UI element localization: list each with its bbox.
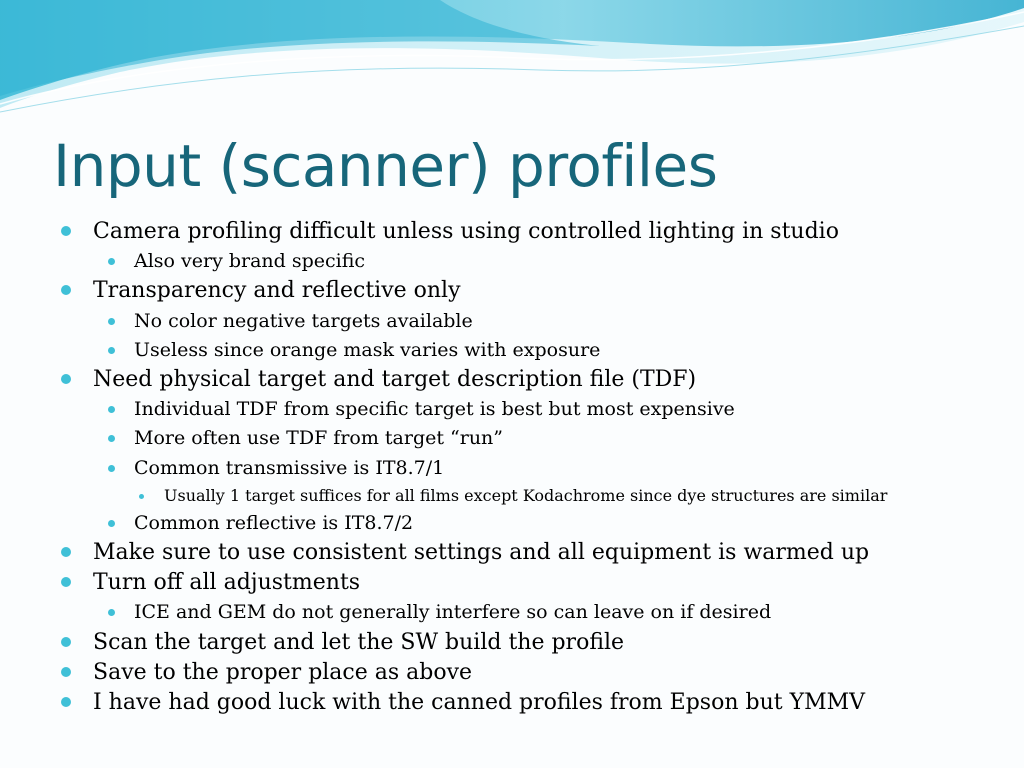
bullet-level-1: Scan the target and let the SW build the profile	[60, 628, 1010, 658]
bullet-list	[60, 217, 1010, 718]
bullet-level-2: Common transmissive is IT8.7/1	[60, 454, 1010, 483]
bullet-level-1: Need physical target and target description file (TDF)	[60, 365, 1010, 395]
bullet-level-2: Individual TDF from specific target is best but most expensive	[60, 395, 1010, 424]
bullet-level-1: Make sure to use consistent settings and all equipment is warmed up	[60, 538, 1010, 568]
bullet-level-2: Common reflective is IT8.7/2	[60, 509, 1010, 538]
bullet-level-1: Save to the proper place as above	[60, 658, 1010, 688]
bullet-level-1: I have had good luck with the canned profiles from Epson but YMMV	[60, 688, 1010, 718]
bullet-level-2: ICE and GEM do not generally interfere so can leave on if desired	[60, 598, 1010, 627]
header-wave-decoration	[0, 0, 1024, 130]
bullet-level-1: Transparency and reflective only	[60, 276, 1010, 306]
bullet-level-2: More often use TDF from target “run”	[60, 424, 1010, 453]
bullet-level-2: No color negative targets available	[60, 307, 1010, 336]
bullet-level-2: Also very brand specific	[60, 247, 1010, 276]
bullet-level-2: Useless since orange mask varies with exposure	[60, 336, 1010, 365]
bullet-level-1: Turn off all adjustments	[60, 568, 1010, 598]
slide-title: Input (scanner) profiles	[53, 132, 718, 200]
bullet-level-1: Camera profiling difficult unless using controlled lighting in studio	[60, 217, 1010, 247]
bullet-level-3: Usually 1 target suffices for all films except Kodachrome since dye structures are similar	[60, 483, 1010, 509]
